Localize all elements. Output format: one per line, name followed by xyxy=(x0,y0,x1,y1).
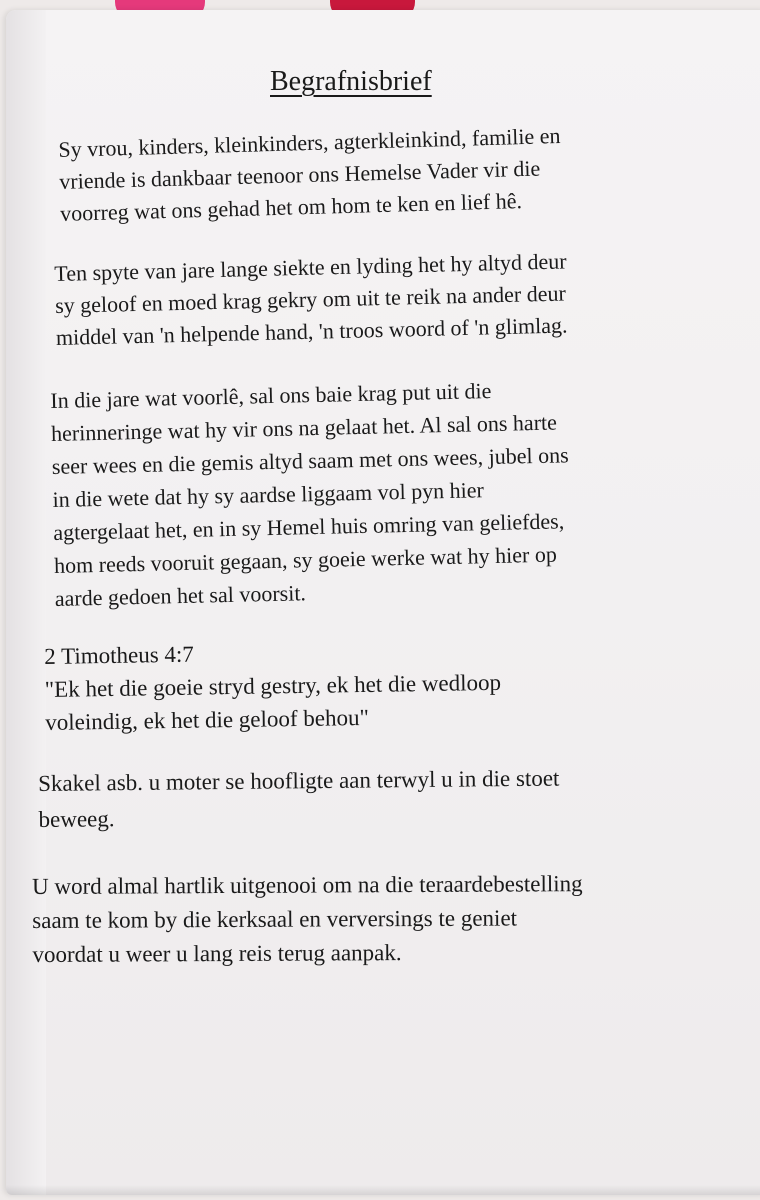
text-line: voorreg wat ons gehad het om hom te ken en lief hê. xyxy=(59,188,523,226)
text-line: aarde gedoen het sal voorsit. xyxy=(54,580,307,611)
text-line: Skakel asb. u moter se hoofligte aan terwyl u in die stoet xyxy=(38,765,560,796)
text-line: U word almal hartlik uitgenooi om na die teraardebestelling xyxy=(32,871,583,899)
text-line: voordat u weer u lang reis terug aanpak. xyxy=(32,940,402,967)
text-line: agtergelaat het, en in sy Hemel huis omring van geliefdes, xyxy=(53,508,565,545)
paragraph-memories xyxy=(50,372,572,615)
text-line: sy geloof en moed krag gekry om uit te reik na ander deur xyxy=(54,280,567,318)
scripture-reference: 2 Timotheus 4:7 xyxy=(44,641,194,669)
page-bottom-shadow xyxy=(6,1185,760,1195)
text-line: middel van 'n helpende hand, 'n troos woord of 'n glimlag. xyxy=(55,312,568,350)
text-line: In die jare wat voorlê, sal ons baie krag put uit die xyxy=(50,377,492,413)
paragraph-illness xyxy=(54,245,568,353)
text-line: beweeg. xyxy=(38,806,115,832)
text-line: herinneringe wat hy vir ons na gelaat het. Al sal ons harte xyxy=(50,409,558,446)
paragraph-gratitude xyxy=(58,120,563,230)
text-line: Sy vrou, kinders, kleinkinders, agterkleinkind, familie en xyxy=(58,122,561,162)
paragraph-headlights xyxy=(38,761,560,838)
text-line: "Ek het die goeie stryd gestry, ek het die wedloop xyxy=(44,669,502,702)
text-line: in die wete dat hy sy aardse liggaam vol pyn hier xyxy=(52,477,485,512)
text-line: vriende is dankbaar teenoor ons Hemelse Vader vir die xyxy=(58,155,541,194)
text-line: hom reeds vooruit gegaan, sy goeie werke wat hy hier op xyxy=(53,541,558,578)
paragraph-invitation xyxy=(32,867,583,972)
text-line: seer wees en die gemis altyd saam met ons wees, jubel ons xyxy=(51,442,569,479)
text-line: saam te kom by die kerksaal en verversings te geniet xyxy=(32,905,518,933)
scripture-quote xyxy=(44,633,502,739)
page-title: Begrafnisbrief xyxy=(270,66,432,97)
text-line: Ten spyte van jare lange siekte en lyding het hy altyd deur xyxy=(54,248,567,286)
text-line: voleindig, ek het die geloof behou" xyxy=(45,704,370,735)
